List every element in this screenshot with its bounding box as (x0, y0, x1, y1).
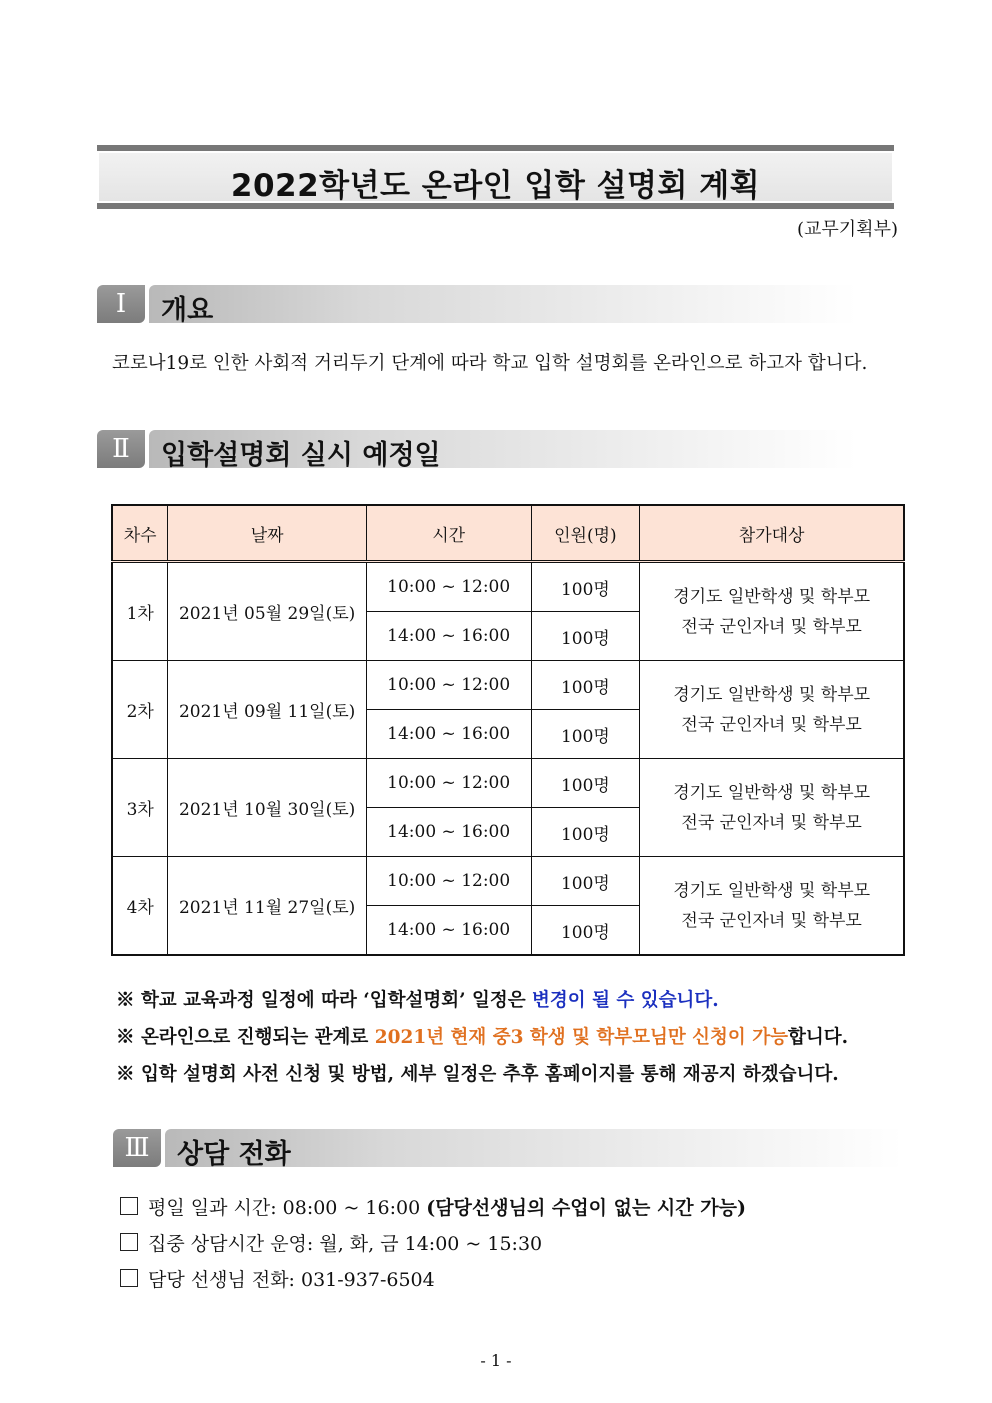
section-number: Ⅲ (113, 1129, 161, 1167)
target-line: 전국 군인자녀 및 학부모 (681, 714, 862, 735)
table-header-row (112, 505, 904, 562)
target-cell (640, 857, 904, 956)
note-highlight-blue: 변경이 될 수 있습니다. (532, 990, 719, 1011)
capacity-cell: 100명 (531, 759, 640, 808)
target-line: 경기도 일반학생 및 학부모 (673, 586, 871, 607)
header-capacity: 인원(명) (531, 505, 640, 562)
target-line: 경기도 일반학생 및 학부모 (673, 880, 871, 901)
intro-text: 코로나19로 인한 사회적 거리두기 단계에 따라 학교 입학 설명회를 온라인으로 하고자 합니다. (112, 353, 868, 374)
header-target: 참가대상 (640, 505, 904, 562)
target-line: 경기도 일반학생 및 학부모 (673, 684, 871, 705)
date-cell: 2021년 05월 29일(토) (168, 562, 367, 661)
section-label: 입학설명회 실시 예정일 (161, 440, 441, 471)
page-title: 2022학년도 온라인 입학 설명회 계획 (230, 168, 761, 204)
time-cell: 10:00 ~ 12:00 (366, 661, 531, 710)
target-cell (640, 562, 904, 661)
page-number: - 1 - (480, 1351, 512, 1370)
note-text: ※ 온라인으로 진행되는 관계로 (116, 1027, 375, 1048)
table-row (112, 661, 904, 710)
contact-item (120, 1193, 746, 1229)
checkbox-icon (120, 1197, 138, 1215)
target-cell (640, 759, 904, 857)
table-row (112, 857, 904, 906)
time-cell: 14:00 ~ 16:00 (366, 906, 531, 956)
capacity-cell: 100명 (531, 562, 640, 612)
section-number: Ⅱ (97, 430, 145, 468)
time-cell: 10:00 ~ 12:00 (366, 759, 531, 808)
round-cell: 3차 (112, 759, 168, 857)
section-heading-2 (97, 430, 857, 470)
target-cell (640, 661, 904, 759)
note-text: ※ 학교 교육과정 일정에 따라 ‘입학설명회’ 일정은 (116, 990, 533, 1011)
capacity-cell: 100명 (531, 612, 640, 661)
contact-item (120, 1265, 746, 1301)
table-row (112, 759, 904, 808)
schedule-table (111, 504, 905, 956)
capacity-cell: 100명 (531, 857, 640, 906)
section-number: Ⅰ (97, 285, 145, 323)
target-line: 전국 군인자녀 및 학부모 (681, 616, 862, 637)
notes-block (116, 986, 848, 1097)
section-label: 상담 전화 (177, 1139, 291, 1170)
date-cell: 2021년 11월 27일(토) (168, 857, 367, 956)
round-cell: 2차 (112, 661, 168, 759)
time-cell: 10:00 ~ 12:00 (366, 562, 531, 612)
note-1 (116, 986, 848, 1023)
contact-block (120, 1193, 746, 1301)
target-line: 경기도 일반학생 및 학부모 (673, 782, 871, 803)
time-cell: 14:00 ~ 16:00 (366, 808, 531, 857)
contact-item (120, 1229, 746, 1265)
department-label: (교무기획부) (797, 219, 898, 240)
note-2 (116, 1023, 848, 1060)
contact-text: 평일 일과 시간: 08:00 ~ 16:00 (148, 1197, 427, 1219)
note-highlight-orange: 2021년 현재 중3 학생 및 학부모님만 신청이 가능 (374, 1027, 788, 1048)
capacity-cell: 100명 (531, 661, 640, 710)
note-text: 합니다. (787, 1027, 849, 1048)
header-time: 시간 (366, 505, 531, 562)
capacity-cell: 100명 (531, 710, 640, 759)
contact-note: (담당선생님의 수업이 없는 시간 가능) (426, 1197, 746, 1219)
checkbox-icon (120, 1269, 138, 1287)
header-round: 차수 (112, 505, 168, 562)
time-cell: 10:00 ~ 12:00 (366, 857, 531, 906)
note-3: ※ 입학 설명회 사전 신청 및 방법, 세부 일정은 추후 홈페이지를 통해 재공지 하겠습니다. (116, 1064, 839, 1085)
time-cell: 14:00 ~ 16:00 (366, 710, 531, 759)
target-line: 전국 군인자녀 및 학부모 (681, 812, 862, 833)
time-cell: 14:00 ~ 16:00 (366, 612, 531, 661)
round-cell: 1차 (112, 562, 168, 661)
capacity-cell: 100명 (531, 808, 640, 857)
section-heading-1 (97, 285, 857, 325)
section-heading-3 (113, 1129, 903, 1169)
target-line: 전국 군인자녀 및 학부모 (681, 910, 862, 931)
date-cell: 2021년 09월 11일(토) (168, 661, 367, 759)
section-label: 개요 (161, 295, 214, 326)
round-cell: 4차 (112, 857, 168, 956)
title-box (97, 145, 894, 209)
table-row (112, 562, 904, 612)
header-date: 날짜 (168, 505, 367, 562)
contact-text: 집중 상담시간 운영: 월, 화, 금 14:00 ~ 15:30 (148, 1233, 543, 1255)
date-cell: 2021년 10월 30일(토) (168, 759, 367, 857)
checkbox-icon (120, 1233, 138, 1251)
contact-text: 담당 선생님 전화: 031-937-6504 (148, 1269, 435, 1291)
capacity-cell: 100명 (531, 906, 640, 956)
